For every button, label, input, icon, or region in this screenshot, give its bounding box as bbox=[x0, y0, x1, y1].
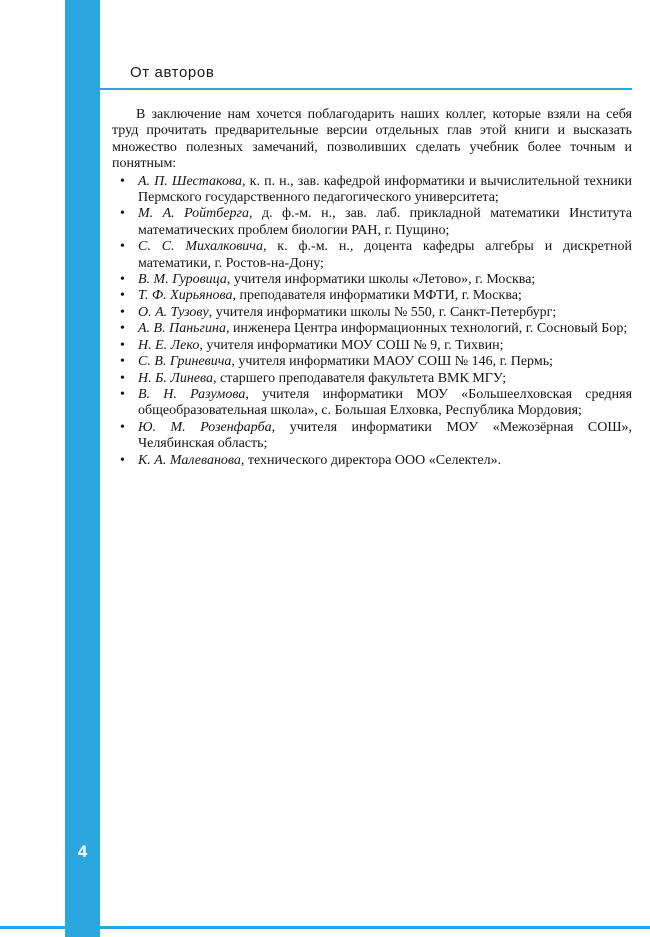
header-underline-rule bbox=[100, 88, 632, 90]
person-name: К. А. Малеванова bbox=[138, 452, 241, 468]
person-name: О. А. Тузову bbox=[138, 304, 209, 320]
person-name: Н. Е. Леко bbox=[138, 337, 200, 353]
intro-paragraph: В заключение нам хочется поблагодарить наших коллег, которые взяли на себя труд прочитать предварительные версии отдельных глав этой книги и высказать множество полезных замечаний, позволивших сделать учебник более точным и понятным: bbox=[112, 107, 632, 172]
person-name: Н. Б. Линева bbox=[138, 370, 213, 386]
acknowledgement-item bbox=[112, 305, 632, 321]
acknowledgement-item bbox=[112, 239, 632, 272]
person-role: , учителя информатики МОУ «Большеелховская средняя общеобразовательная школа», с. Большая Елховка, Республика Мордовия; bbox=[138, 386, 633, 419]
person-role: , д. ф.-м. н., зав. лаб. прикладной математики Института математических проблем биологии РАН, г. Пущино; bbox=[138, 206, 633, 238]
page-content bbox=[112, 107, 632, 469]
person-role: , учителя информатики МОУ СОШ № 9, г. Тихвин; bbox=[199, 337, 504, 353]
person-name: М. А. Ройтберга bbox=[138, 206, 250, 222]
person-name: А. П. Шестакова bbox=[138, 173, 243, 189]
acknowledgement-item bbox=[112, 206, 632, 239]
acknowledgement-item bbox=[112, 453, 632, 469]
person-role: , технического директора ООО «Селектел». bbox=[240, 452, 502, 468]
person-role: , учителя информатики школы № 550, г. Санкт-Петербург; bbox=[208, 304, 557, 320]
acknowledgement-item bbox=[112, 338, 632, 354]
acknowledgement-item bbox=[112, 174, 632, 207]
person-role: , учителя информатики МОУ «Межозёрная СОШ», Челябинская область; bbox=[138, 419, 632, 452]
section-title: От авторов bbox=[130, 64, 215, 81]
acknowledgement-list bbox=[112, 174, 632, 469]
bottom-rule bbox=[0, 926, 650, 929]
acknowledgement-item bbox=[112, 420, 632, 453]
person-role: , к. п. н., зав. кафедрой информатики и вычислительной техники Пермского государственного педагогического университета; bbox=[138, 173, 632, 206]
acknowledgement-item bbox=[112, 371, 632, 387]
page-number: 4 bbox=[77, 842, 88, 861]
person-name: С. С. Михалковича bbox=[138, 239, 263, 255]
acknowledgement-item bbox=[112, 288, 632, 304]
page-number-box bbox=[65, 836, 100, 868]
person-name: В. М. Гуровица bbox=[138, 272, 227, 288]
acknowledgement-item bbox=[112, 354, 632, 370]
person-role: , учителя информатики школы «Летово», г. Москва; bbox=[226, 272, 536, 288]
person-name: Т. Ф. Хирьянова bbox=[138, 288, 233, 304]
person-role: , учителя информатики МАОУ СОШ № 146, г. Пермь; bbox=[231, 354, 553, 370]
person-role: , старшего преподавателя факультета ВМК МГУ; bbox=[213, 370, 507, 386]
person-role: , инженера Центра информационных технологий, г. Сосновый Бор; bbox=[225, 321, 628, 337]
acknowledgement-item bbox=[112, 321, 632, 337]
person-role: , к. ф.-м. н., доцента кафедры алгебры и дискретной математики, г. Ростов-на-Дону; bbox=[138, 239, 632, 271]
acknowledgement-item bbox=[112, 272, 632, 288]
left-accent-band bbox=[65, 0, 100, 937]
person-name: В. Н. Разумова bbox=[138, 386, 246, 402]
person-name: А. В. Паньгина bbox=[138, 321, 226, 337]
person-name: Ю. М. Розенфарба bbox=[138, 419, 272, 435]
acknowledgement-item bbox=[112, 387, 632, 420]
person-name: С. В. Гриневича bbox=[138, 354, 232, 370]
person-role: , преподавателя информатики МФТИ, г. Москва; bbox=[232, 288, 522, 304]
